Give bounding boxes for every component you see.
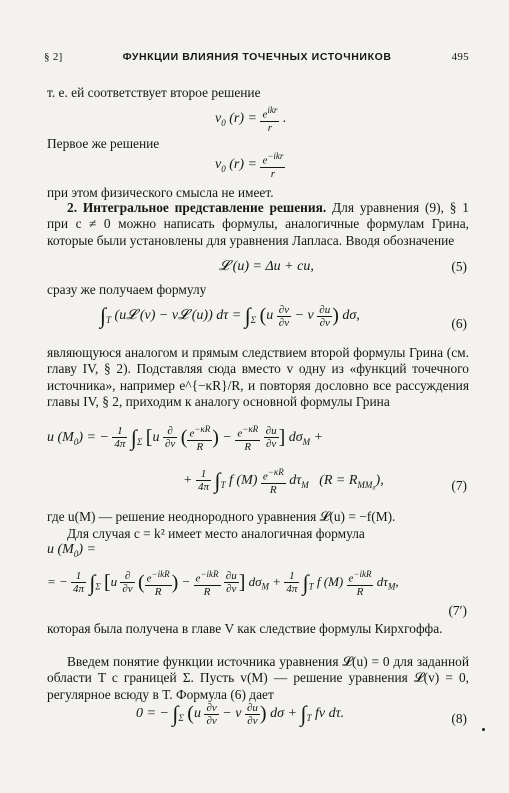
equation-number: (5) <box>451 259 467 274</box>
equation-7-line1: u $(M_0)$ = − $\frac{1}{4\pi}$ $\int_\Sigma$ [u $\frac{\partial}{\partial\nu}$ ( $\frac{e^{-\kappa R}}{R}$ ) − $\frac{e^{-\kappa R}}{R}$ $\frac{\partial u}{\partial\nu}$ ] $d\sigma_M$ + <box>47 424 324 453</box>
equation-7-line2: + $\frac{1}{4\pi}$ $\int_T$ f (M) $\frac{e^{-\kappa R}}{R}$ $d\tau_M$ $(R = R_{MM_0})$, <box>183 467 384 496</box>
text-line: сразу же получаем формулу <box>47 282 207 297</box>
equation-v0-second: $v_0$ (r) = $\frac{e^{ikr}}{r}$ . <box>215 105 287 134</box>
equation-8: 0 = − $\int_\Sigma$ (u $\frac{\partial v}{\partial\nu}$ − v $\frac{\partial u}{\partial\nu}$ ) $d\sigma + \int_T$ fv dτ. <box>136 701 345 727</box>
text-line: где u(M) — решение неоднородного уравнения 𝓛(u) = −f(M). <box>47 509 396 524</box>
paragraph: которая была получена в главе V как следствие формулы Кирхгоффа. <box>47 621 443 636</box>
equation-6: $\int_T$ (u𝓛 (v) − v𝓛 (u)) $d\tau = \int_\Sigma$ (u $\frac{\partial v}{\partial\nu}$ − v $\frac{\partial u}{\partial\nu}$ ) dσ, <box>100 303 360 329</box>
running-header <box>44 51 469 63</box>
chapter-title: ФУНКЦИИ ВЛИЯНИЯ ТОЧЕЧНЫХ ИСТОЧНИКОВ <box>122 51 392 63</box>
paragraph: Введем понятие функции источника уравнения 𝓛(u) = 0 для заданной области T с границей Σ. Пусть v(M) — решение уравнения 𝓛(v) = 0, регулярное всюду в T. Формула (6) дает <box>47 654 469 702</box>
equation-5: 𝓛 (u) = Δu + cu, <box>219 259 314 274</box>
section-title: 2. Интегральное представление решения. <box>67 200 327 215</box>
equation-7prime-lhs: u $(M_0)$ = <box>47 542 96 559</box>
equation-number: (8) <box>451 711 467 726</box>
section-paragraph <box>47 200 469 249</box>
section-body: Для уравнения (9), § 1 при c ≠ 0 можно написать формулы, аналогичные формулам Грина, которые были установлены для уравнения Лапласа. Вводя обозначение <box>47 200 470 248</box>
equation-number: (7) <box>451 478 467 493</box>
equation-v0-first: $v_0$ (r) = $\frac{e^{-ikr}}{r}$ <box>215 151 284 180</box>
section-ref: § 2] <box>44 51 63 63</box>
equation-number: (6) <box>451 316 467 331</box>
text-line: Для случая c = k² имеет место аналогичная формула <box>67 526 365 541</box>
page-number: 495 <box>451 51 469 63</box>
margin-dot <box>482 728 485 731</box>
equation-7prime: = − $\frac{1}{4\pi}$ $\int_\Sigma$ [u $\frac{\partial}{\partial\nu}$ ( $\frac{e^{-ikR}}{R}$ ) − $\frac{e^{-ikR}}{R}$ $\frac{\partial u}{\partial\nu}$ ] $d\sigma_M$ + $\frac{1}{4\pi}$ $\int_T$ f (M) $\frac{e^{-ikR}}{R}$ $d\tau_M$, <box>47 569 399 598</box>
text-line: Первое же решение <box>47 136 160 151</box>
equation-number: (7′) <box>448 603 467 618</box>
paragraph: являющуюся аналогом и прямым следствием второй формулы Грина (см. главу IV, § 2). Подставляя сюда вместо v одну из «функций точечного источника», например e^{−κR}/R, и повторяя дословно все рассуждения главы IV, § 2, приходим к аналогу основной формулы Грина <box>47 345 469 410</box>
text-line: при этом физического смысла не имеет. <box>47 185 274 200</box>
text-line: т. е. ей соответствует второе решение <box>47 85 261 100</box>
